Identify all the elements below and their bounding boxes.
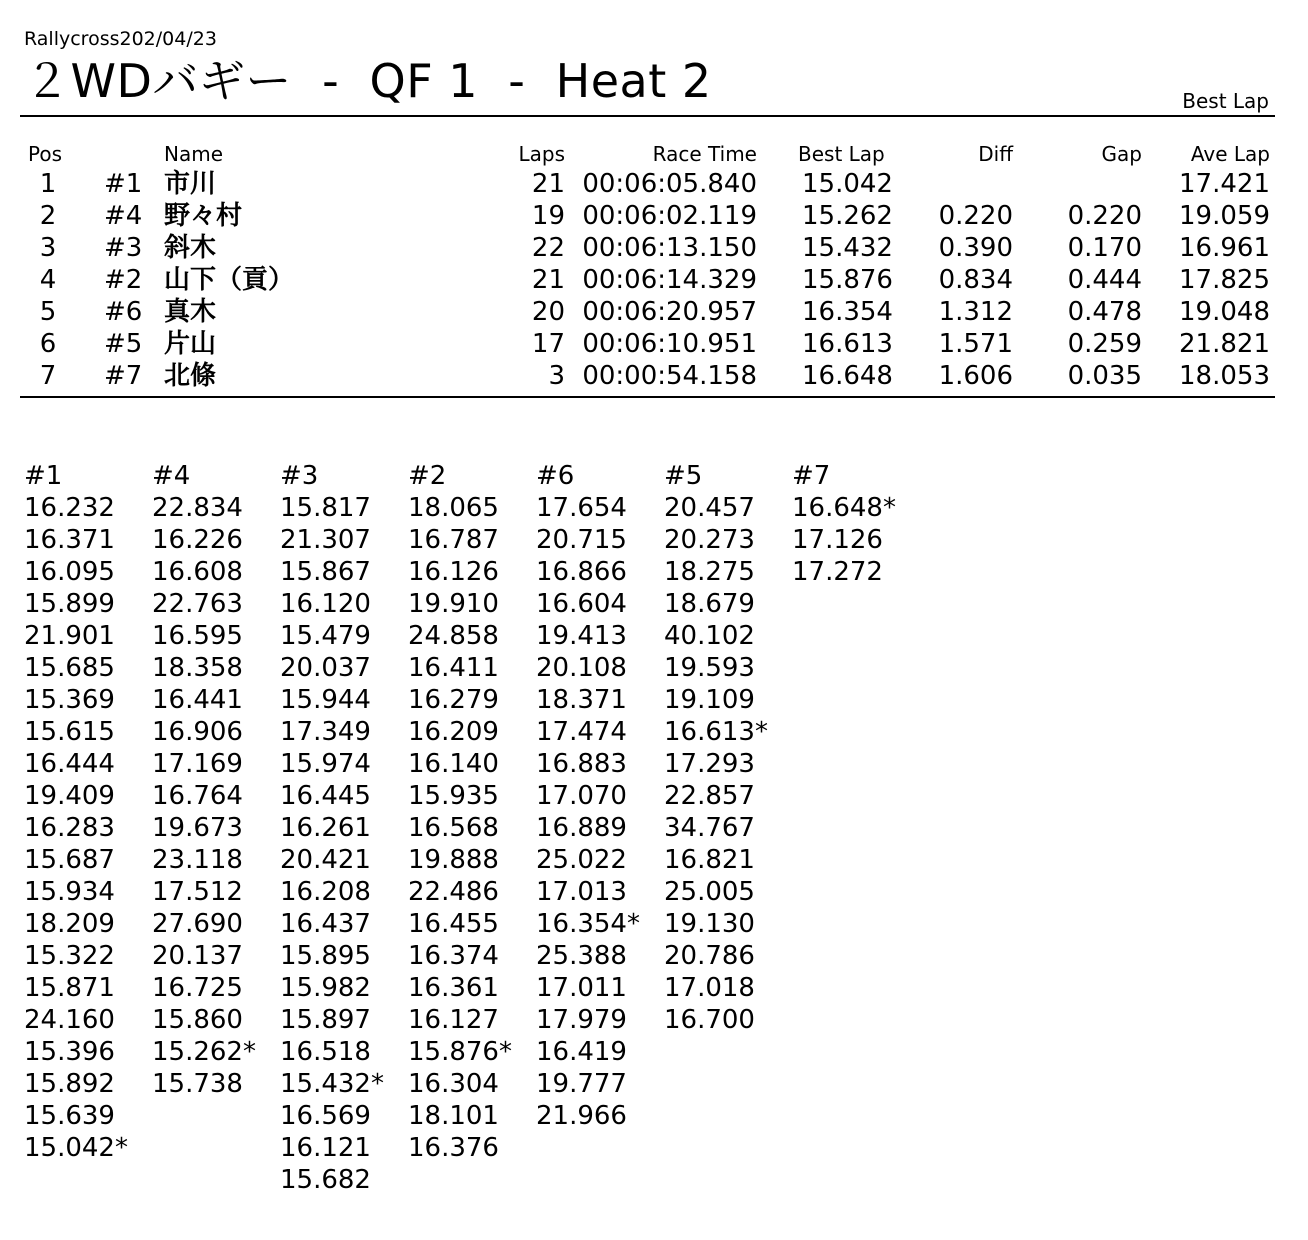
lap-time: 16.608 — [152, 557, 243, 587]
result-driver-name: 真木 — [164, 297, 217, 327]
lap-time: 40.102 — [664, 621, 755, 651]
result-gap: 0.170 — [1067, 233, 1142, 263]
lap-time: 16.226 — [152, 525, 243, 555]
lap-time: 19.109 — [664, 685, 755, 715]
lap-time: 16.648* — [792, 493, 896, 523]
lap-time: 15.944 — [280, 685, 371, 715]
lap-time: 15.860 — [152, 1005, 243, 1035]
lap-time: 16.371 — [24, 525, 115, 555]
lap-time: 15.687 — [24, 845, 115, 875]
lap-time: 16.411 — [408, 653, 499, 683]
lap-column — [536, 460, 664, 1132]
result-best-lap: 15.042 — [802, 169, 893, 199]
result-row — [0, 264, 1308, 296]
result-ave-lap: 21.821 — [1179, 329, 1270, 359]
lap-time: 15.615 — [24, 717, 115, 747]
result-row — [0, 232, 1308, 264]
result-diff: 1.606 — [938, 361, 1013, 391]
result-ave-lap: 17.421 — [1179, 169, 1270, 199]
lap-time: 15.817 — [280, 493, 371, 523]
lap-column-car-number: #3 — [280, 461, 319, 491]
lap-time: 18.065 — [408, 493, 499, 523]
lap-column — [24, 460, 152, 1164]
result-race-time: 00:00:54.158 — [582, 361, 757, 391]
lap-time: 17.293 — [664, 749, 755, 779]
result-gap: 0.259 — [1067, 329, 1142, 359]
result-car-number: #2 — [104, 265, 143, 295]
result-race-time: 00:06:20.957 — [582, 297, 757, 327]
result-laps: 22 — [531, 233, 565, 263]
col-header-ave-lap: Ave Lap — [1190, 142, 1270, 166]
lap-time: 25.005 — [664, 877, 755, 907]
lap-time: 16.568 — [408, 813, 499, 843]
lap-time: 16.906 — [152, 717, 243, 747]
lap-time: 15.479 — [280, 621, 371, 651]
result-pos: 7 — [39, 361, 57, 391]
lap-time: 16.140 — [408, 749, 499, 779]
results-header-row — [0, 140, 1308, 168]
result-laps: 19 — [531, 201, 565, 231]
lap-column — [664, 460, 792, 1036]
lap-time: 15.935 — [408, 781, 499, 811]
result-diff: 1.571 — [938, 329, 1013, 359]
lap-time: 16.095 — [24, 557, 115, 587]
result-laps: 21 — [531, 169, 565, 199]
lap-time: 16.821 — [664, 845, 755, 875]
lap-time: 16.725 — [152, 973, 243, 1003]
result-pos: 2 — [39, 201, 57, 231]
lap-time: 20.037 — [280, 653, 371, 683]
result-race-time: 00:06:14.329 — [582, 265, 757, 295]
result-diff: 0.390 — [938, 233, 1013, 263]
lap-time: 15.682 — [280, 1165, 371, 1195]
result-driver-name: 野々村 — [164, 201, 243, 231]
lap-time: 20.108 — [536, 653, 627, 683]
lap-time: 16.354* — [536, 909, 640, 939]
lap-column — [792, 460, 920, 588]
lap-column-car-number: #2 — [408, 461, 447, 491]
lap-time: 17.126 — [792, 525, 883, 555]
lap-column-car-number: #1 — [24, 461, 63, 491]
lap-time: 21.901 — [24, 621, 115, 651]
result-car-number: #3 — [104, 233, 143, 263]
lap-time: 16.419 — [536, 1037, 627, 1067]
top-divider — [20, 115, 1275, 117]
result-gap: 0.035 — [1067, 361, 1142, 391]
lap-time: 17.272 — [792, 557, 883, 587]
lap-time: 22.763 — [152, 589, 243, 619]
lap-time: 15.871 — [24, 973, 115, 1003]
lap-time: 20.786 — [664, 941, 755, 971]
result-race-time: 00:06:13.150 — [582, 233, 757, 263]
lap-time: 15.369 — [24, 685, 115, 715]
lap-time: 20.715 — [536, 525, 627, 555]
result-car-number: #6 — [104, 297, 143, 327]
lap-time: 22.834 — [152, 493, 243, 523]
lap-time: 17.070 — [536, 781, 627, 811]
report-title: ２WDバギー - QF 1 - Heat 2 — [24, 54, 712, 108]
result-race-time: 00:06:05.840 — [582, 169, 757, 199]
result-row — [0, 168, 1308, 200]
lap-time: 15.432* — [280, 1069, 384, 1099]
lap-time: 15.876* — [408, 1037, 512, 1067]
result-pos: 5 — [39, 297, 57, 327]
lap-time: 15.639 — [24, 1101, 115, 1131]
lap-time: 19.777 — [536, 1069, 627, 1099]
result-diff: 0.220 — [938, 201, 1013, 231]
result-best-lap: 15.876 — [802, 265, 893, 295]
result-driver-name: 斜木 — [164, 233, 217, 263]
lap-time: 18.679 — [664, 589, 755, 619]
lap-time: 17.169 — [152, 749, 243, 779]
lap-time: 16.127 — [408, 1005, 499, 1035]
result-ave-lap: 17.825 — [1179, 265, 1270, 295]
lap-time: 19.910 — [408, 589, 499, 619]
lap-time: 16.304 — [408, 1069, 499, 1099]
result-car-number: #1 — [104, 169, 143, 199]
lap-time: 16.279 — [408, 685, 499, 715]
lap-column — [408, 460, 536, 1164]
lap-time: 23.118 — [152, 845, 243, 875]
result-best-lap: 16.648 — [802, 361, 893, 391]
lap-column — [152, 460, 280, 1100]
result-row — [0, 328, 1308, 360]
lap-time: 19.413 — [536, 621, 627, 651]
lap-time: 16.437 — [280, 909, 371, 939]
lap-time: 17.011 — [536, 973, 627, 1003]
result-laps: 3 — [548, 361, 565, 391]
lap-time: 20.421 — [280, 845, 371, 875]
lap-time: 16.209 — [408, 717, 499, 747]
result-row — [0, 360, 1308, 392]
result-car-number: #7 — [104, 361, 143, 391]
result-row — [0, 296, 1308, 328]
lap-time: 16.889 — [536, 813, 627, 843]
result-pos: 1 — [39, 169, 57, 199]
result-diff: 0.834 — [938, 265, 1013, 295]
col-header-pos: Pos — [28, 142, 63, 166]
lap-time: 15.974 — [280, 749, 371, 779]
result-ave-lap: 16.961 — [1179, 233, 1270, 263]
lap-time: 20.273 — [664, 525, 755, 555]
lap-time: 16.232 — [24, 493, 115, 523]
lap-time: 17.979 — [536, 1005, 627, 1035]
result-best-lap: 16.613 — [802, 329, 893, 359]
lap-time: 15.895 — [280, 941, 371, 971]
result-gap: 0.478 — [1067, 297, 1142, 327]
lap-time: 16.569 — [280, 1101, 371, 1131]
lap-time: 15.899 — [24, 589, 115, 619]
sort-mode-label: Best Lap — [1182, 89, 1269, 113]
result-car-number: #5 — [104, 329, 143, 359]
result-diff: 1.312 — [938, 297, 1013, 327]
lap-time: 15.934 — [24, 877, 115, 907]
lap-time: 17.512 — [152, 877, 243, 907]
bottom-divider — [20, 396, 1275, 398]
results-body — [0, 168, 1308, 392]
lap-time: 16.441 — [152, 685, 243, 715]
lap-time: 15.322 — [24, 941, 115, 971]
lap-time: 16.595 — [152, 621, 243, 651]
col-header-best-lap: Best Lap — [798, 142, 885, 166]
lap-time: 16.445 — [280, 781, 371, 811]
lap-column-car-number: #7 — [792, 461, 831, 491]
lap-time: 19.130 — [664, 909, 755, 939]
result-ave-lap: 19.048 — [1179, 297, 1270, 327]
lap-time: 19.593 — [664, 653, 755, 683]
result-best-lap: 15.262 — [802, 201, 893, 231]
lap-time: 16.604 — [536, 589, 627, 619]
lap-time: 16.866 — [536, 557, 627, 587]
lap-time: 17.349 — [280, 717, 371, 747]
lap-time: 15.396 — [24, 1037, 115, 1067]
result-laps: 20 — [531, 297, 565, 327]
lap-time: 19.673 — [152, 813, 243, 843]
lap-time: 16.374 — [408, 941, 499, 971]
lap-time: 16.787 — [408, 525, 499, 555]
lap-time: 16.120 — [280, 589, 371, 619]
lap-column-car-number: #6 — [536, 461, 575, 491]
lap-time: 18.101 — [408, 1101, 499, 1131]
lap-time: 18.209 — [24, 909, 115, 939]
lap-time: 16.444 — [24, 749, 115, 779]
lap-time: 16.283 — [24, 813, 115, 843]
lap-time: 15.042* — [24, 1133, 128, 1163]
lap-time: 17.018 — [664, 973, 755, 1003]
result-laps: 21 — [531, 265, 565, 295]
lap-time: 16.518 — [280, 1037, 371, 1067]
lap-time: 15.897 — [280, 1005, 371, 1035]
lap-time: 16.376 — [408, 1133, 499, 1163]
lap-time: 24.160 — [24, 1005, 115, 1035]
report-subtitle: Rallycross202/04/23 — [24, 28, 217, 50]
lap-time: 19.888 — [408, 845, 499, 875]
col-header-laps: Laps — [518, 142, 565, 166]
result-driver-name: 北條 — [164, 361, 217, 391]
lap-time: 27.690 — [152, 909, 243, 939]
lap-time: 15.738 — [152, 1069, 243, 1099]
lap-time: 15.892 — [24, 1069, 115, 1099]
lap-column — [280, 460, 408, 1196]
col-header-diff: Diff — [978, 142, 1013, 166]
lap-time: 16.613* — [664, 717, 768, 747]
result-driver-name: 山下（貢） — [164, 265, 295, 295]
lap-time: 16.121 — [280, 1133, 371, 1163]
result-row — [0, 200, 1308, 232]
lap-time: 15.262* — [152, 1037, 256, 1067]
result-best-lap: 16.354 — [802, 297, 893, 327]
lap-column-car-number: #4 — [152, 461, 191, 491]
result-driver-name: 市川 — [164, 169, 217, 199]
result-best-lap: 15.432 — [802, 233, 893, 263]
lap-time: 25.022 — [536, 845, 627, 875]
lap-time: 16.261 — [280, 813, 371, 843]
lap-time: 17.654 — [536, 493, 627, 523]
lap-time: 16.208 — [280, 877, 371, 907]
lap-time: 24.858 — [408, 621, 499, 651]
lap-time: 18.371 — [536, 685, 627, 715]
lap-time: 17.474 — [536, 717, 627, 747]
col-header-name: Name — [164, 142, 224, 166]
lap-time: 25.388 — [536, 941, 627, 971]
result-race-time: 00:06:02.119 — [582, 201, 757, 231]
lap-time: 21.966 — [536, 1101, 627, 1131]
lap-time: 16.455 — [408, 909, 499, 939]
result-pos: 4 — [39, 265, 57, 295]
lap-time: 22.857 — [664, 781, 755, 811]
result-gap: 0.444 — [1067, 265, 1142, 295]
result-ave-lap: 18.053 — [1179, 361, 1270, 391]
lap-time: 16.700 — [664, 1005, 755, 1035]
result-pos: 3 — [39, 233, 57, 263]
lap-column-car-number: #5 — [664, 461, 703, 491]
lap-time: 18.275 — [664, 557, 755, 587]
result-pos: 6 — [39, 329, 57, 359]
lap-time: 16.361 — [408, 973, 499, 1003]
result-laps: 17 — [531, 329, 565, 359]
lap-time: 20.457 — [664, 493, 755, 523]
lap-time: 15.867 — [280, 557, 371, 587]
result-car-number: #4 — [104, 201, 143, 231]
lap-time: 20.137 — [152, 941, 243, 971]
lap-time: 15.685 — [24, 653, 115, 683]
result-gap: 0.220 — [1067, 201, 1142, 231]
col-header-gap: Gap — [1101, 142, 1142, 166]
lap-time: 34.767 — [664, 813, 755, 843]
lap-time: 15.982 — [280, 973, 371, 1003]
result-driver-name: 片山 — [164, 329, 217, 359]
lap-time: 21.307 — [280, 525, 371, 555]
lap-time: 16.883 — [536, 749, 627, 779]
result-ave-lap: 19.059 — [1179, 201, 1270, 231]
lap-time: 17.013 — [536, 877, 627, 907]
lap-time: 22.486 — [408, 877, 499, 907]
lap-time: 16.764 — [152, 781, 243, 811]
col-header-race-time: Race Time — [652, 142, 757, 166]
lap-time: 16.126 — [408, 557, 499, 587]
lap-time: 19.409 — [24, 781, 115, 811]
results-table — [0, 140, 1308, 392]
result-race-time: 00:06:10.951 — [582, 329, 757, 359]
lap-time: 18.358 — [152, 653, 243, 683]
